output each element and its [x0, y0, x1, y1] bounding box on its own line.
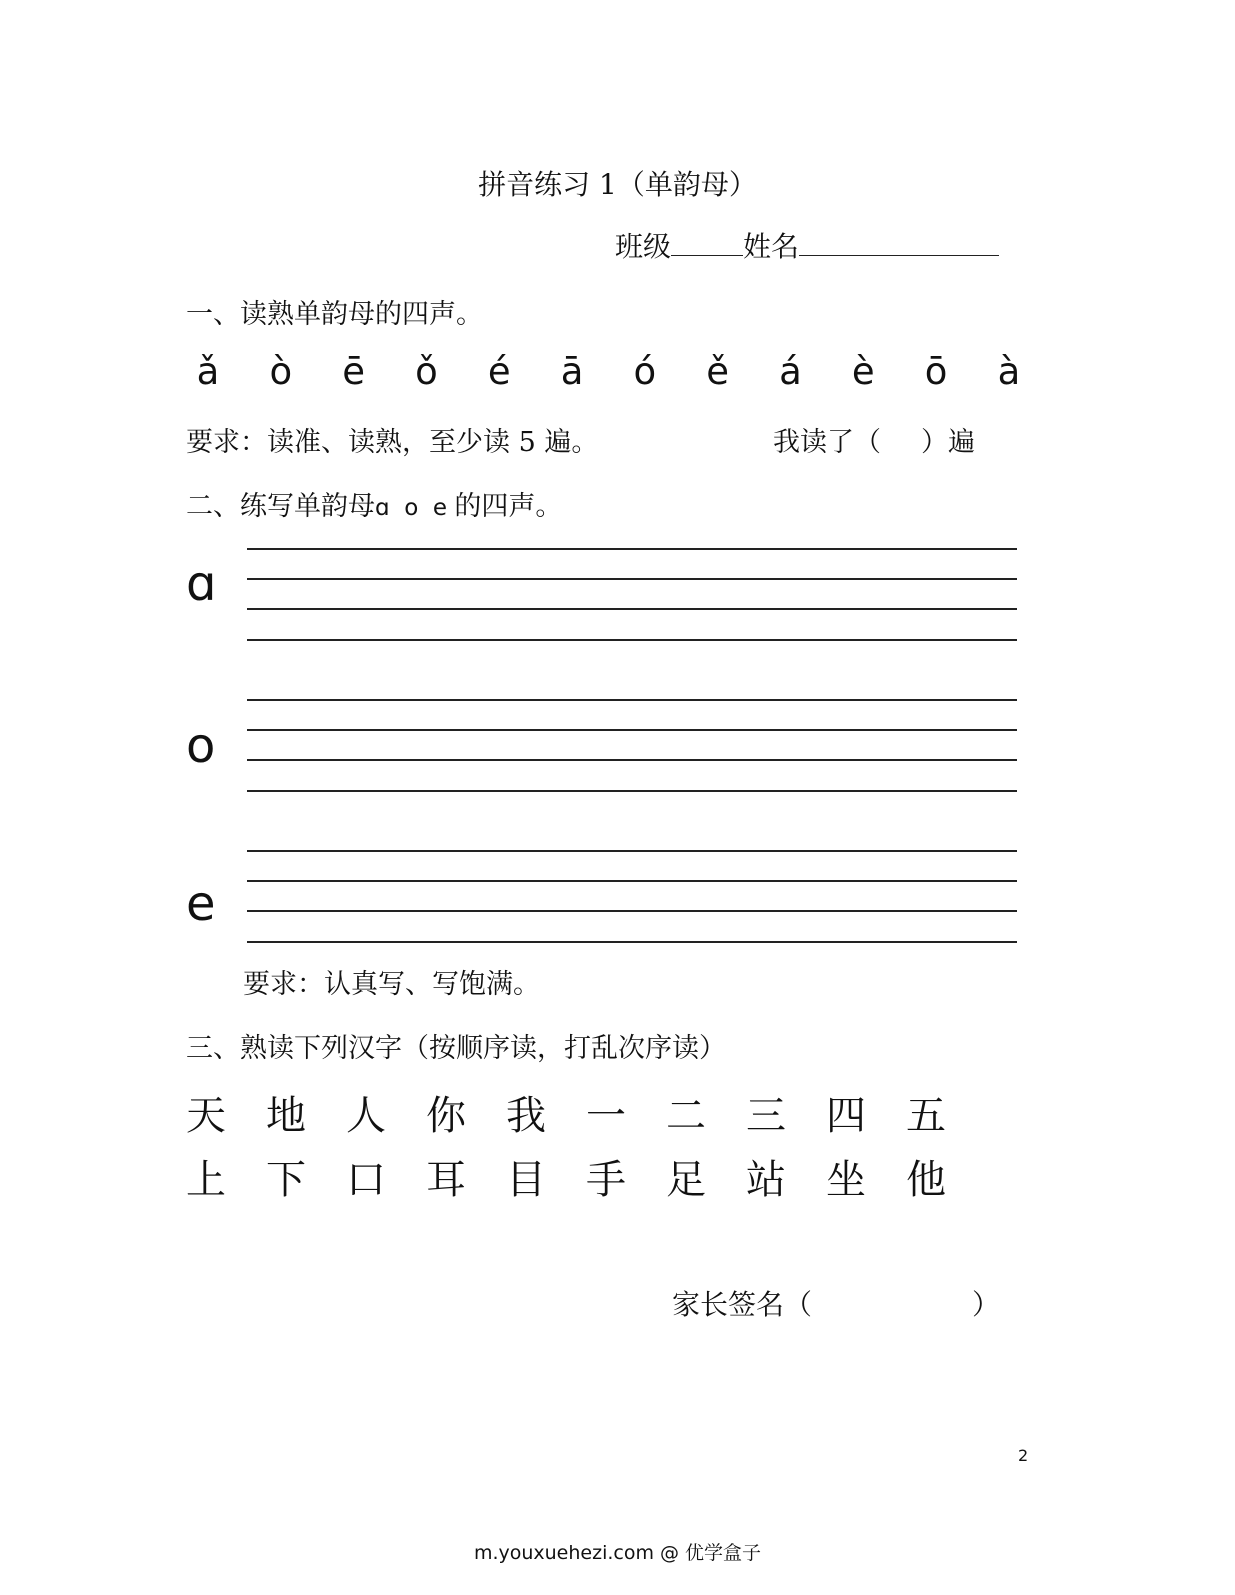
section1-heading: 一、读熟单韵母的四声。	[186, 299, 483, 330]
tone-row	[186, 350, 1031, 393]
hanzi: 天	[186, 1093, 226, 1139]
letter-a: ɑ	[186, 556, 217, 612]
tone-vowel: á	[779, 350, 802, 393]
page-number: 2	[1018, 1446, 1029, 1465]
hanzi: 口	[346, 1157, 386, 1203]
name-blank[interactable]	[799, 229, 999, 256]
hanzi: 四	[826, 1093, 866, 1139]
tone-vowel: ā	[560, 350, 584, 393]
student-info	[615, 225, 999, 265]
section2-heading-suffix: 的四声。	[454, 491, 563, 522]
hanzi: 地	[266, 1093, 306, 1139]
read-count-suffix: ）遍	[921, 427, 975, 458]
hanzi: 站	[746, 1157, 786, 1203]
hanzi-row-2	[186, 1148, 986, 1205]
signature-close: ）	[972, 1288, 1001, 1321]
name-label: 姓名	[743, 230, 800, 263]
section1-requirement: 要求：读准、读熟，至少读 5 遍。	[186, 427, 599, 458]
hanzi: 二	[666, 1093, 706, 1139]
tone-vowel: ó	[633, 350, 657, 393]
hanzi: 人	[346, 1093, 386, 1139]
writing-lines-e[interactable]	[247, 850, 1017, 945]
hanzi: 上	[186, 1157, 226, 1203]
section2-heading	[186, 484, 562, 523]
hanzi: 耳	[426, 1157, 466, 1203]
hanzi: 你	[426, 1093, 466, 1139]
hanzi: 手	[586, 1157, 626, 1203]
hanzi: 五	[906, 1093, 946, 1139]
tone-vowel: ō	[924, 350, 948, 393]
hanzi: 一	[586, 1093, 626, 1139]
writing-lines-a[interactable]	[247, 548, 1017, 643]
section3-heading: 三、熟读下列汉字（按顺序读，打乱次序读）	[186, 1033, 726, 1064]
tone-vowel: ò	[269, 350, 293, 393]
read-count	[773, 420, 975, 459]
tone-vowel: ǒ	[415, 350, 438, 393]
tone-vowel: è	[851, 350, 875, 393]
class-label: 班级	[615, 230, 672, 263]
page-title: 拼音练习 1（单韵母）	[478, 168, 757, 201]
hanzi: 目	[506, 1157, 546, 1203]
section2-requirement: 要求：认真写、写饱满。	[243, 969, 540, 1000]
hanzi: 我	[506, 1093, 546, 1139]
hanzi: 足	[666, 1157, 706, 1203]
hanzi: 下	[266, 1157, 306, 1203]
tone-vowel: ě	[706, 350, 730, 393]
footer-watermark: m.youxuehezi.com @ 优学盒子	[473, 1542, 762, 1564]
section2-heading-prefix: 二、练写单韵母	[186, 491, 375, 522]
hanzi: 坐	[826, 1157, 866, 1203]
section2-heading-letters: ɑ o e	[375, 495, 455, 521]
hanzi: 三	[746, 1093, 786, 1139]
hanzi: 他	[906, 1157, 946, 1203]
letter-o: o	[186, 718, 216, 774]
tone-vowel: ǎ	[196, 350, 220, 393]
letter-e: e	[186, 876, 216, 932]
tone-vowel: é	[487, 350, 511, 393]
parent-signature	[672, 1283, 1000, 1323]
hanzi-row-1	[186, 1084, 986, 1141]
signature-label: 家长签名（	[672, 1288, 813, 1321]
tone-vowel: à	[997, 350, 1021, 393]
tone-vowel: ē	[342, 350, 365, 393]
read-count-prefix: 我读了（	[773, 427, 881, 458]
class-blank[interactable]	[671, 229, 743, 256]
writing-lines-o[interactable]	[247, 699, 1017, 794]
